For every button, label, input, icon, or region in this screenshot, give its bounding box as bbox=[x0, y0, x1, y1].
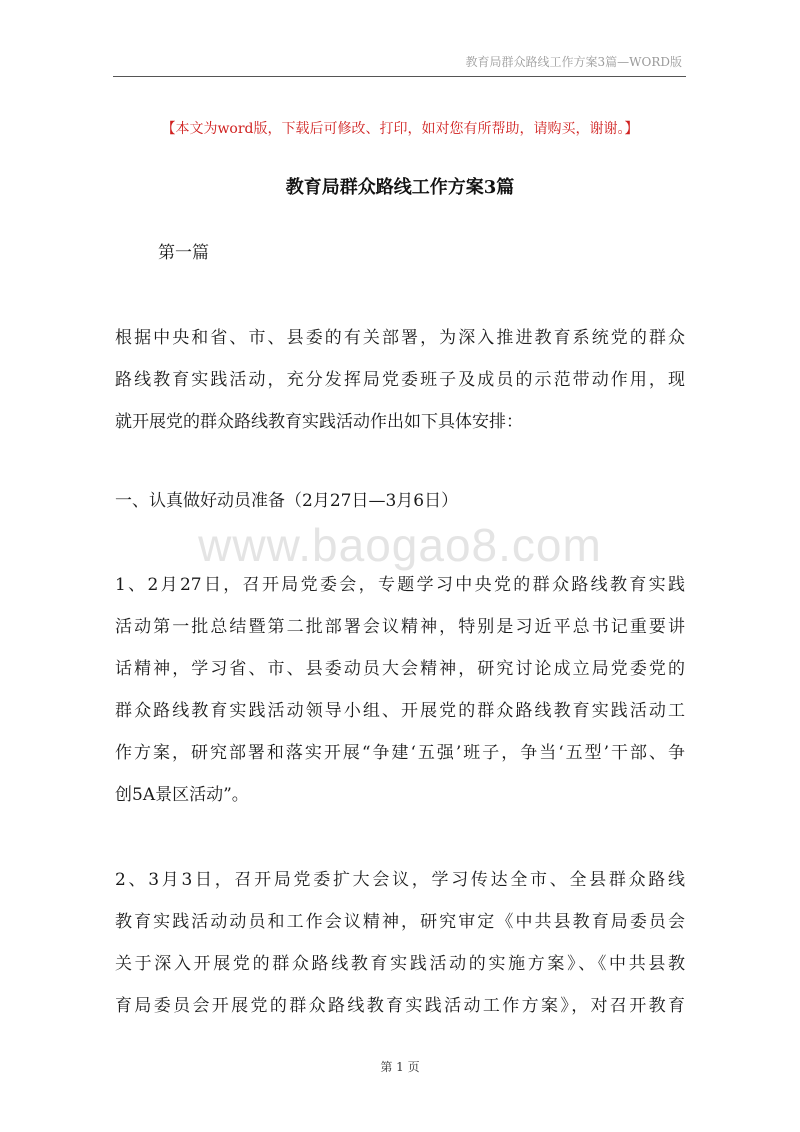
paragraph-line: 根据中央和省、市、县委的有关部署，为深入推进教育系统党的群众 bbox=[115, 328, 685, 348]
header-divider bbox=[113, 76, 686, 77]
paragraph-line: 活动第一批总结暨第二批部署会议精神，特别是习近平总书记重要讲 bbox=[115, 617, 685, 637]
paragraph-line: 教育实践活动动员和工作会议精神，研究审定《中共县教育局委员会 bbox=[115, 912, 685, 932]
document-title: 教育局群众路线工作方案3篇 bbox=[285, 177, 515, 198]
watermark: www.baogao8.com bbox=[198, 519, 602, 571]
paragraph-line: 2、3月3日，召开局党委扩大会议，学习传达全市、全县群众路线 bbox=[115, 870, 685, 890]
paragraph-line: 创5A景区活动”。 bbox=[115, 785, 249, 805]
paragraph-line: 作方案，研究部署和落实开展“争建‘五强’班子，争当‘五型’干部、争 bbox=[115, 743, 685, 763]
item-1-paragraph bbox=[115, 564, 685, 816]
running-header: 教育局群众路线工作方案3篇—WORD版 bbox=[465, 55, 682, 69]
section-heading bbox=[115, 480, 685, 522]
purchase-notice: 【本文为word版，下载后可修改、打印，如对您有所帮助，请购买，谢谢。】 bbox=[161, 121, 639, 137]
paragraph-line: 关于深入开展党的群众路线教育实践活动的实施方案》、《中共县教 bbox=[115, 954, 685, 974]
paragraph-line: 育局委员会开展党的群众路线教育实践活动工作方案》，对召开教育 bbox=[115, 996, 685, 1016]
paragraph-line: 路线教育实践活动，充分发挥局党委班子及成员的示范带动作用，现 bbox=[115, 370, 685, 390]
paragraph-line: 1、2月27日，召开局党委会，专题学习中央党的群众路线教育实践 bbox=[115, 575, 685, 595]
item-2-paragraph bbox=[115, 859, 685, 1027]
intro-paragraph bbox=[115, 317, 685, 443]
page-number: 第 1 页 bbox=[380, 1060, 420, 1074]
paragraph-line: 群众路线教育实践活动领导小组、开展党的群众路线教育实践活动工 bbox=[115, 701, 685, 721]
paragraph-line: 就开展党的群众路线教育实践活动作出如下具体安排： bbox=[115, 412, 523, 432]
section-label: 第一篇 bbox=[158, 243, 209, 263]
paragraph-line: 话精神，学习省、市、县委动员大会精神，研究讨论成立局党委党的 bbox=[115, 659, 685, 679]
heading-line: 一、认真做好动员准备（2月27日—3月6日） bbox=[115, 491, 459, 511]
